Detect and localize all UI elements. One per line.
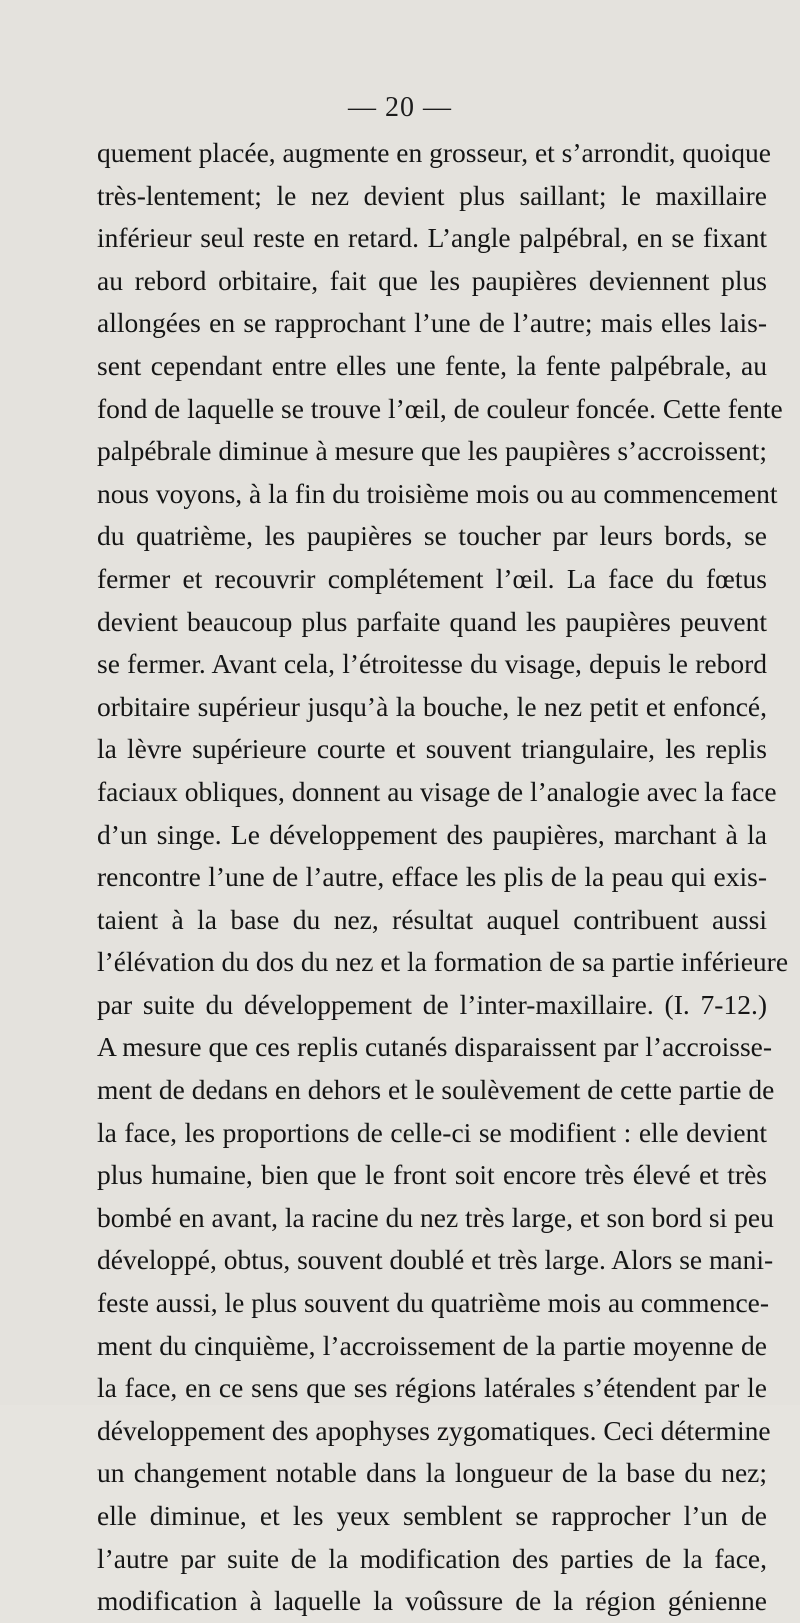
page-number: — 20 — — [348, 92, 452, 123]
text-line: la face, en ce sens que ses régions latérales s’étendent par le — [97, 1372, 767, 1404]
text-line: modification à laquelle la voûssure de la région génienne — [97, 1585, 767, 1617]
text-line: se fermer. Avant cela, l’étroitesse du visage, depuis le rebord — [97, 648, 767, 680]
text-line: l’autre par suite de la modification des parties de la face, — [97, 1542, 767, 1574]
text-line: feste aussi, le plus souvent du quatrième mois au commence- — [97, 1287, 770, 1319]
text-line: d’un singe. Le développement des paupières, marchant à la — [97, 818, 767, 850]
text-line: elle diminue, et les yeux semblent se rapprocher l’un de — [97, 1500, 767, 1531]
text-line: la face, les proportions de celle-ci se modifient : elle devient — [97, 1116, 767, 1148]
text-line: au rebord orbitaire, fait que les paupières deviennent plus — [97, 264, 767, 296]
text-line: développé, obtus, souvent doublé et très large. Alors se mani- — [97, 1244, 774, 1276]
text-line: plus humaine, bien que le front soit encore très élevé et très — [97, 1159, 767, 1191]
text-line: sent cependant entre elles une fente, la fente palpébrale, au — [97, 349, 767, 381]
text-line: A mesure que ces replis cutanés disparaissent par l’accroisse- — [97, 1031, 773, 1063]
text-line: par suite du développement de l’inter-maxillaire. (I. 7-12.) — [97, 988, 767, 1020]
text-line: un changement notable dans la longueur de la base du nez; — [97, 1457, 767, 1489]
text-line: fond de laquelle se trouve l’œil, de couleur foncée. Cette fente — [97, 392, 783, 424]
text-line: orbitaire supérieur jusqu’à la bouche, le nez petit et enfoncé, — [97, 690, 767, 722]
text-line: allongées en se rapprochant l’une de l’autre; mais elles lais- — [97, 307, 767, 339]
text-line: faciaux obliques, donnent au visage de l’analogie avec la face — [97, 775, 777, 807]
text-line: rencontre l’une de l’autre, efface les plis de la peau qui exis- — [97, 861, 767, 893]
text-line: palpébrale diminue à mesure que les paupières s’accroissent; — [97, 435, 767, 467]
text-line: inférieur seul reste en retard. L’angle palpébral, en se fixant — [97, 222, 767, 254]
text-line: ment du cinquième, l’accroissement de la partie moyenne de — [97, 1329, 767, 1361]
text-line: taient à la base du nez, résultat auquel contribuent aussi — [97, 903, 767, 935]
text-line: nous voyons, à la fin du troisième mois ou au commencement — [97, 477, 778, 509]
text-line: quement placée, augmente en grosseur, et s’arrondit, quoique — [97, 137, 771, 168]
body-text — [97, 132, 789, 1623]
text-line: bombé en avant, la racine du nez très large, et son bord si peu — [97, 1201, 774, 1233]
text-line: développement des apophyses zygomatiques. Ceci détermine — [97, 1414, 771, 1446]
text-line: ment de dedans en dehors et le soulèvement de cette partie de — [97, 1074, 775, 1106]
text-line: très-lentement; le nez devient plus saillant; le maxillaire — [97, 179, 767, 211]
text-line: devient beaucoup plus parfaite quand les paupières peuvent — [97, 605, 767, 637]
text-line: la lèvre supérieure courte et souvent triangulaire, les replis — [97, 733, 767, 765]
text-line: fermer et recouvrir complétement l’œil. La face du fœtus — [97, 562, 767, 594]
text-line: du quatrième, les paupières se toucher par leurs bords, se — [97, 520, 767, 552]
text-line: l’élévation du dos du nez et la formation de sa partie inférieure — [97, 946, 789, 978]
